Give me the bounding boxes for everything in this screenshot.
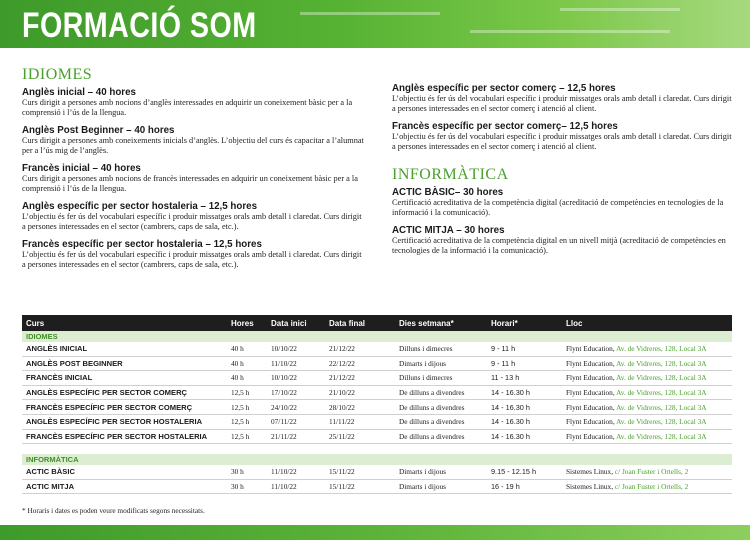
course-block <box>22 238 367 270</box>
start-date-cell: 17/10/22 <box>267 385 325 400</box>
schedule-cell: 16 - 19 h <box>487 479 562 494</box>
hours-cell: 12,5 h <box>227 400 267 415</box>
course-name-cell: ACTIC MITJA <box>22 479 227 494</box>
weekdays-cell: De dilluns a divendres <box>395 400 487 415</box>
location-name: Flynt Education, <box>566 431 615 441</box>
course-description: Certificació acreditativa de la competència digital en un nivell mitjà (acreditació de competències en tecnologies de la informació i la comunicació). <box>392 236 726 255</box>
page-title: FORMACIÓ SOM <box>22 6 257 45</box>
location-address: Av. de Vidreres, 128, Local 3A <box>616 344 707 354</box>
location-name: Flynt Education, <box>566 402 615 412</box>
end-date-cell: 21/12/22 <box>325 371 395 386</box>
course-description: L’objectiu és fer ús del vocabulari específic i produir missatges orals amb detall i claredat. Curs dirigit a persones interessades en el sector comerç i atenció al client. <box>392 132 732 151</box>
course-block <box>392 120 737 152</box>
course-description: Curs dirigit a persones amb nocions de francès interessades en adquirir un coneixement bàsic per a la comprensió i l’ús de la llengua. <box>22 174 358 193</box>
location-cell <box>562 400 732 415</box>
start-date-cell: 11/10/22 <box>267 465 325 479</box>
course-description: L’objectiu és fer ús del vocabulari específic i produir missatges orals amb detall i claredat. Curs dirigit a persones interessades en el sector (cambrers, caps de sala, etc.). <box>22 212 362 231</box>
course-name-cell: ANGLÈS POST BEGINNER <box>22 356 227 371</box>
course-name-cell: FRANCÈS ESPECÍFIC PER SECTOR COMERÇ <box>22 400 227 415</box>
end-date-cell: 25/11/22 <box>325 429 395 444</box>
location-cell <box>562 479 732 494</box>
hours-cell: 40 h <box>227 342 267 356</box>
course-name-cell: ACTIC BÀSIC <box>22 465 227 479</box>
spacer-row <box>22 444 732 455</box>
course-description: L’objectiu és fer ús del vocabulari específic i produir missatges orals amb detall i claredat. Curs dirigit a persones interessades en el sector (cambrers, caps de sala, etc.). <box>22 250 362 269</box>
location-name: Sistemes Linux, <box>566 467 614 477</box>
schedule-cell: 14 - 16.30 h <box>487 414 562 429</box>
weekdays-cell: Dilluns i dimecres <box>395 371 487 386</box>
course-title: ACTIC BÀSIC– 30 hores <box>392 186 504 198</box>
location-address: Av. de Vidreres, 128, Local 3A <box>616 402 707 412</box>
location-name: Flynt Education, <box>566 417 615 427</box>
course-title: Anglès inicial – 40 hores <box>22 86 136 98</box>
course-block <box>22 86 367 118</box>
location-cell <box>562 342 732 356</box>
location-address: Av. de Vidreres, 128, Local 3A <box>616 373 707 383</box>
weekdays-cell: De dilluns a divendres <box>395 429 487 444</box>
course-title: Francès específic per sector comerç– 12,5 hores <box>392 120 618 132</box>
end-date-cell: 11/11/22 <box>325 414 395 429</box>
table-row <box>22 356 732 371</box>
weekdays-cell: Dilluns i dimecres <box>395 342 487 356</box>
category-label: INFORMÀTICA <box>22 454 732 465</box>
spacer-cell <box>22 444 732 455</box>
location-cell <box>562 371 732 386</box>
start-date-cell: 10/10/22 <box>267 371 325 386</box>
schedule-cell: 9 - 11 h <box>487 342 562 356</box>
course-description: Curs dirigit a persones amb nocions d’anglès interessades en adquirir un coneixement bàsic per a la comprensió i l’ús de la llengua. <box>22 98 353 117</box>
column-header: Curs <box>22 315 227 331</box>
course-block <box>392 186 737 218</box>
end-date-cell: 28/10/22 <box>325 400 395 415</box>
end-date-cell: 15/11/22 <box>325 465 395 479</box>
location-name: Flynt Education, <box>566 358 615 368</box>
right-column <box>392 82 737 262</box>
end-date-cell: 15/11/22 <box>325 479 395 494</box>
column-header: Lloc <box>562 315 732 331</box>
idiomes-section-title: IDIOMES <box>22 66 93 83</box>
start-date-cell: 21/11/22 <box>267 429 325 444</box>
table-row <box>22 414 732 429</box>
schedule-table <box>22 315 732 494</box>
location-cell <box>562 414 732 429</box>
column-header: Data inici <box>267 315 325 331</box>
table-row <box>22 342 732 356</box>
informatica-section-title: INFORMÀTICA <box>392 166 509 183</box>
idiomes-column <box>22 66 367 276</box>
location-address: c/ Joan Fuster i Ortells, 2 <box>614 467 689 477</box>
table-row <box>22 465 732 479</box>
category-row-idiomes <box>22 331 732 342</box>
course-title: Anglès Post Beginner – 40 hores <box>22 124 175 136</box>
category-label: IDIOMES <box>22 331 732 342</box>
banner-streak <box>560 8 680 11</box>
start-date-cell: 10/10/22 <box>267 342 325 356</box>
course-block <box>22 200 367 232</box>
course-name-cell: FRANCÈS ESPECÍFIC PER SECTOR HOSTALERIA <box>22 429 227 444</box>
course-name-cell: ANGLÈS ESPECÍFIC PER SECTOR COMERÇ <box>22 385 227 400</box>
schedule-cell: 14 - 16.30 h <box>487 385 562 400</box>
schedule-cell: 9 - 11 h <box>487 356 562 371</box>
column-header: Data final <box>325 315 395 331</box>
weekdays-cell: De dilluns a divendres <box>395 414 487 429</box>
location-cell <box>562 356 732 371</box>
location-name: Flynt Education, <box>566 373 615 383</box>
course-title: Anglès específic per sector comerç – 12,5 hores <box>392 82 616 94</box>
banner-streak <box>470 30 670 33</box>
table-header-row <box>22 315 732 331</box>
location-address: Av. de Vidreres, 128, Local 3A <box>616 417 707 427</box>
hours-cell: 12,5 h <box>227 385 267 400</box>
course-title: Francès específic per sector hostaleria – 12,5 hores <box>22 238 262 250</box>
weekdays-cell: De dilluns a divendres <box>395 385 487 400</box>
location-address: Av. de Vidreres, 128, Local 3A <box>616 431 707 441</box>
course-block <box>392 82 737 114</box>
category-row-informatica <box>22 454 732 465</box>
column-header: Dies setmana* <box>395 315 487 331</box>
course-name-cell: FRANCÈS INICIAL <box>22 371 227 386</box>
bottom-banner <box>0 525 750 540</box>
table-row <box>22 385 732 400</box>
course-name-cell: ANGLÈS ESPECÍFIC PER SECTOR HOSTALERIA <box>22 414 227 429</box>
location-cell <box>562 385 732 400</box>
table-row <box>22 400 732 415</box>
column-header: Horari* <box>487 315 562 331</box>
end-date-cell: 22/12/22 <box>325 356 395 371</box>
hours-cell: 40 h <box>227 371 267 386</box>
course-block <box>22 124 367 156</box>
course-description: Certificació acreditativa de la competència digital (acreditació de competències en tecnologies de la informació i la comunicació). <box>392 198 724 217</box>
location-address: Av. de Vidreres, 128, Local 3A <box>616 358 707 368</box>
hours-cell: 40 h <box>227 356 267 371</box>
course-title: Anglès específic per sector hostaleria – 12,5 hores <box>22 200 258 212</box>
location-address: c/ Joan Fuster i Ortells, 2 <box>614 482 689 492</box>
course-block <box>22 162 367 194</box>
course-block <box>392 224 737 256</box>
table-row <box>22 429 732 444</box>
hours-cell: 30 h <box>227 465 267 479</box>
hours-cell: 12,5 h <box>227 429 267 444</box>
table-row <box>22 371 732 386</box>
location-address: Av. de Vidreres, 128, Local 3A <box>616 388 707 398</box>
weekdays-cell: Dimarts i dijous <box>395 356 487 371</box>
course-title: ACTIC MITJA – 30 hores <box>392 224 505 236</box>
weekdays-cell: Dimarts i dijous <box>395 465 487 479</box>
course-description: Curs dirigit a persones amb coneixements inicials d’anglès. L’objectiu del curs és capacitar a l’alumnat per a l’ús mig de l’anglès. <box>22 136 364 155</box>
banner-streak <box>300 12 440 15</box>
start-date-cell: 11/10/22 <box>267 479 325 494</box>
schedule-cell: 9.15 - 12.15 h <box>487 465 562 479</box>
start-date-cell: 07/11/22 <box>267 414 325 429</box>
schedule-cell: 11 - 13 h <box>487 371 562 386</box>
location-name: Flynt Education, <box>566 344 615 354</box>
location-cell <box>562 465 732 479</box>
header-banner <box>0 0 750 48</box>
start-date-cell: 24/10/22 <box>267 400 325 415</box>
course-description: L’objectiu és fer ús del vocabulari específic i produir missatges orals amb detall i claredat. Curs dirigit a persones interessades en el sector comerç i atenció al client. <box>392 94 732 113</box>
end-date-cell: 21/12/22 <box>325 342 395 356</box>
column-header: Hores <box>227 315 267 331</box>
course-title: Francès inicial – 40 hores <box>22 162 141 174</box>
footnote: * Horaris i dates es poden veure modificats segons necessitats. <box>22 506 205 515</box>
location-cell <box>562 429 732 444</box>
location-name: Sistemes Linux, <box>566 482 614 492</box>
schedule-cell: 14 - 16.30 h <box>487 429 562 444</box>
hours-cell: 12,5 h <box>227 414 267 429</box>
start-date-cell: 11/10/22 <box>267 356 325 371</box>
end-date-cell: 21/10/22 <box>325 385 395 400</box>
course-name-cell: ANGLÈS INICIAL <box>22 342 227 356</box>
weekdays-cell: Dimarts i dijous <box>395 479 487 494</box>
schedule-cell: 14 - 16.30 h <box>487 400 562 415</box>
location-name: Flynt Education, <box>566 388 615 398</box>
table-row <box>22 479 732 494</box>
hours-cell: 30 h <box>227 479 267 494</box>
